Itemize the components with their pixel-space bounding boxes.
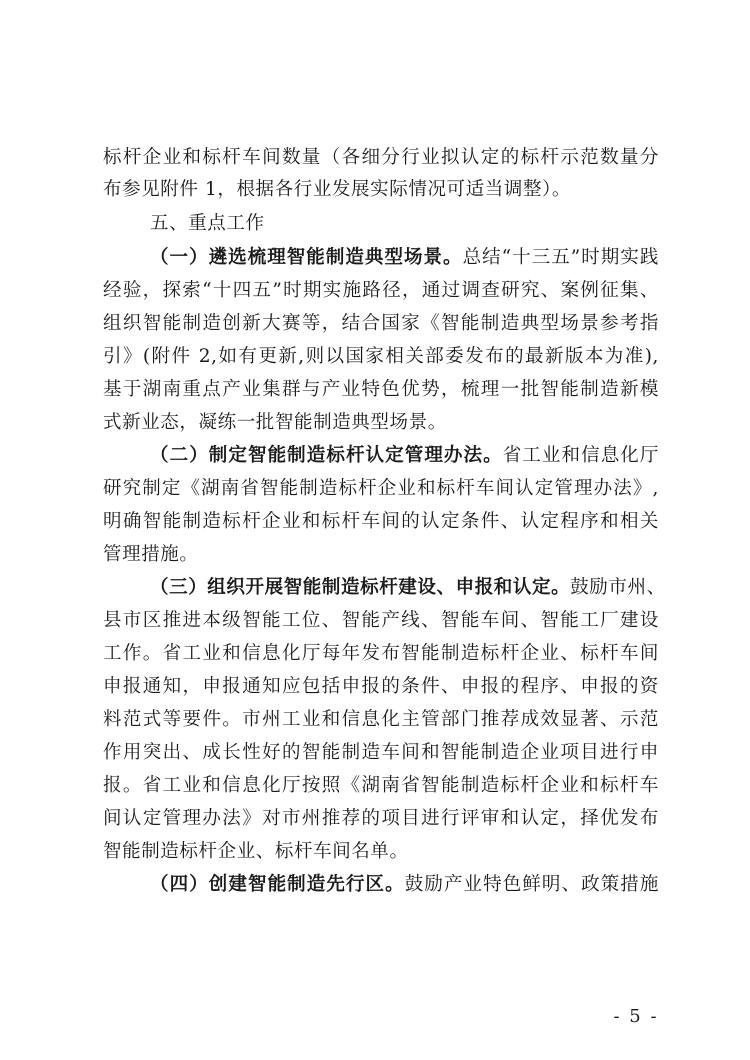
paragraph-line: 研究制定《湖南省智能制造标杆企业和标杆车间认定管理办法》,: [103, 478, 659, 499]
section-3-heading: （三）组织开展智能制造标杆建设、申报和认定。: [150, 577, 571, 598]
section-1-first-line: [150, 243, 659, 273]
section-2-text: 省工业和信息化厅: [502, 445, 659, 466]
paragraph-line: 明确智能制造标杆企业和标杆车间的认定条件、认定程序和相关: [103, 511, 659, 532]
paragraph-line: 报。省工业和信息化厅按照《湖南省智能制造标杆企业和标杆车: [103, 775, 659, 796]
paragraph-line: 工作。省工业和信息化厅每年发布智能制造标杆企业、标杆车间: [103, 643, 659, 664]
paragraph-line: 经验，探索“十四五”时期实施路径，通过调查研究、案例征集、: [103, 280, 659, 301]
section-2-heading: （二）制定智能制造标杆认定管理办法。: [150, 445, 503, 466]
paragraph-line: 县市区推进本级智能工位、智能产线、智能车间、智能工厂建设: [103, 610, 659, 631]
section-1-text: 总结“十三五”时期实践: [462, 247, 659, 268]
paragraph-line: 作用突出、成长性好的智能制造车间和智能制造企业项目进行申: [103, 742, 659, 763]
paragraph-line: 申报通知，申报通知应包括申报的条件、申报的程序、申报的资: [103, 676, 659, 697]
paragraph-line: 料范式等要件。市州工业和信息化主管部门推荐成效显著、示范: [103, 709, 659, 730]
section-3-text: 鼓励市州、: [570, 577, 666, 598]
paragraph-line: 标杆企业和标杆车间数量（各细分行业拟认定的标杆示范数量分: [103, 147, 659, 168]
paragraph-line: 布参见附件 1，根据各行业发展实际情况可适当调整）。: [103, 179, 572, 200]
paragraph-line: 基于湖南重点产业集群与产业特色优势，梳理一批智能制造新模: [103, 379, 659, 400]
paragraph-line: 间认定管理办法》对市州推荐的项目进行评审和认定，择优发布: [103, 808, 659, 829]
page-number: - 5 -: [613, 1006, 659, 1027]
paragraph-line: 智能制造标杆企业、标杆车间名单。: [103, 841, 409, 862]
paragraph-line: 式新业态，凝练一批智能制造典型场景。: [103, 412, 447, 433]
section-3-first-line: [150, 573, 666, 603]
section-4-heading: （四）创建智能制造先行区。: [150, 874, 405, 895]
paragraph-line: 管理措施。: [103, 544, 199, 565]
paragraph-line: 组织智能制造创新大赛等，结合国家《智能制造典型场景参考指: [103, 313, 659, 334]
section-1-heading: （一）遴选梳理智能制造典型场景。: [150, 247, 463, 268]
section-title: 五、重点工作: [150, 213, 265, 234]
section-2-first-line: [150, 441, 659, 471]
paragraph-line: 引》(附件 2,如有更新,则以国家相关部委发布的最新版本为准),: [103, 346, 659, 367]
section-4-text: 鼓励产业特色鲜明、政策措施: [404, 874, 659, 895]
section-4-first-line: [150, 870, 659, 900]
